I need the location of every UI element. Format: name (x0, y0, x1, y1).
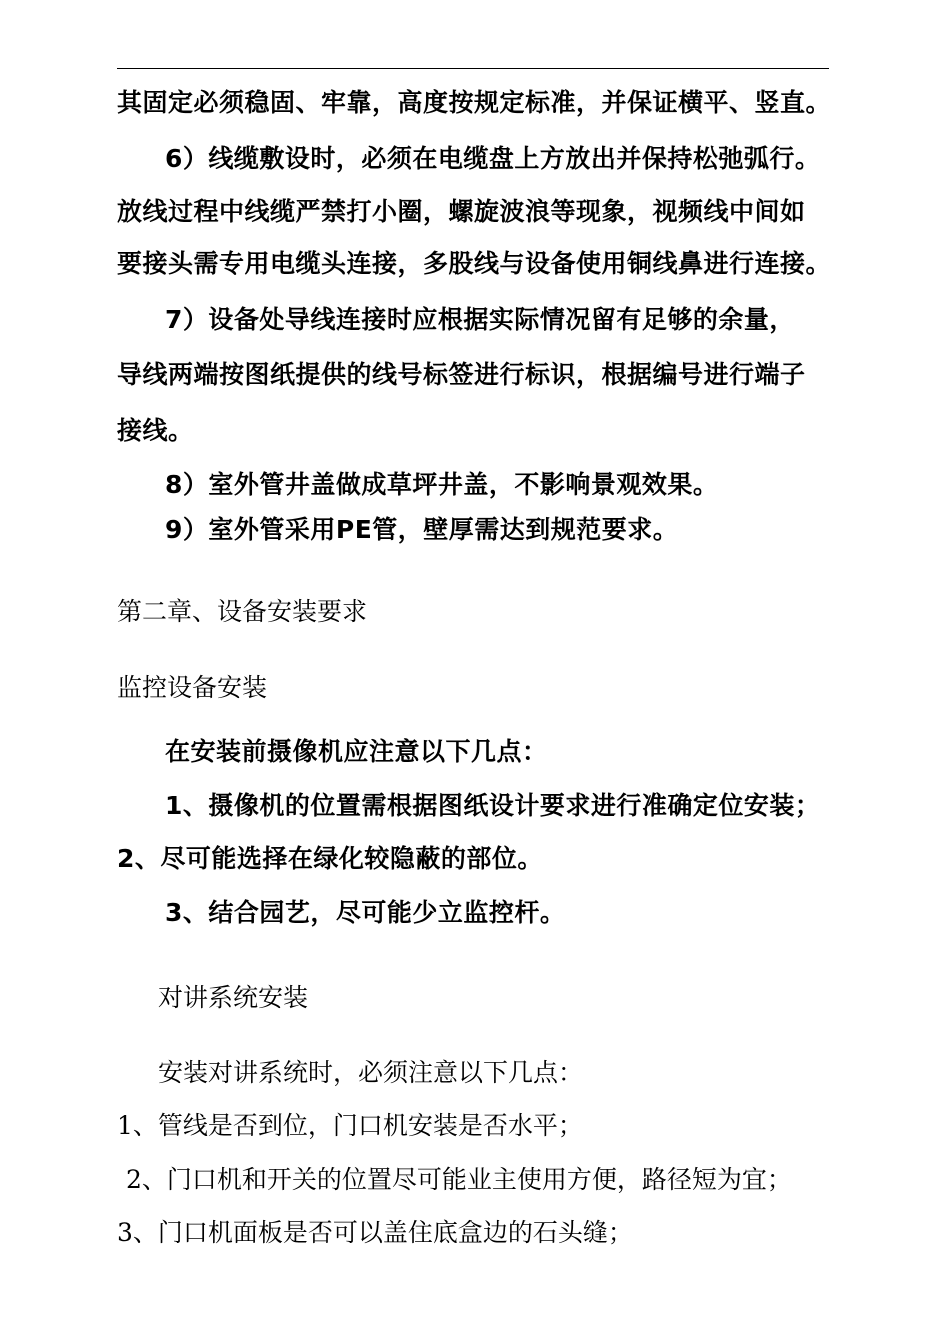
text-line-7: 接线。 (117, 416, 194, 445)
section-heading-monitoring: 监控设备安装 (117, 673, 268, 702)
text-line-8: 8）室外管井盖做成草坪井盖，不影响景观效果。 (165, 470, 719, 499)
text-line-2: 6）线缆敷设时，必须在电缆盘上方放出并保持松弛弧行。 (165, 144, 821, 173)
text-line-20: 3、门口机面板是否可以盖住底盒边的石头缝； (117, 1218, 633, 1247)
text-line-13: 1、摄像机的位置需根据图纸设计要求进行准确定位安装； (165, 791, 821, 820)
text-line-17: 安装对讲系统时，必须注意以下几点： (158, 1058, 584, 1087)
text-line-5: 7）设备处导线连接时应根据实际情况留有足够的余量， (165, 305, 795, 334)
text-line-14: 2、尽可能选择在绿化较隐蔽的部位。 (117, 844, 543, 873)
text-line-15: 3、结合园艺，尽可能少立监控杆。 (165, 898, 566, 927)
text-line-12: 在安装前摄像机应注意以下几点： (165, 737, 548, 766)
text-line-9: 9）室外管采用PE管，壁厚需达到规范要求。 (165, 515, 679, 544)
text-line-1: 其固定必须稳固、牢靠，高度按规定标准，并保证横平、竖直。 (117, 88, 832, 117)
header-rule (117, 68, 829, 69)
text-line-18: 1、管线是否到位，门口机安装是否水平； (117, 1111, 583, 1140)
text-line-19: 2、门口机和开关的位置尽可能业主使用方便，路径短为宜； (126, 1165, 792, 1194)
text-line-3: 放线过程中线缆严禁打小圈，螺旋波浪等现象，视频线中间如 (117, 197, 806, 226)
text-line-4: 要接头需专用电缆头连接，多股线与设备使用铜线鼻进行连接。 (117, 249, 832, 278)
section-heading-intercom: 对讲系统安装 (158, 983, 309, 1012)
chapter-heading: 第二章、设备安装要求 (117, 597, 368, 626)
text-line-6: 导线两端按图纸提供的线号标签进行标识，根据编号进行端子 (117, 360, 806, 389)
